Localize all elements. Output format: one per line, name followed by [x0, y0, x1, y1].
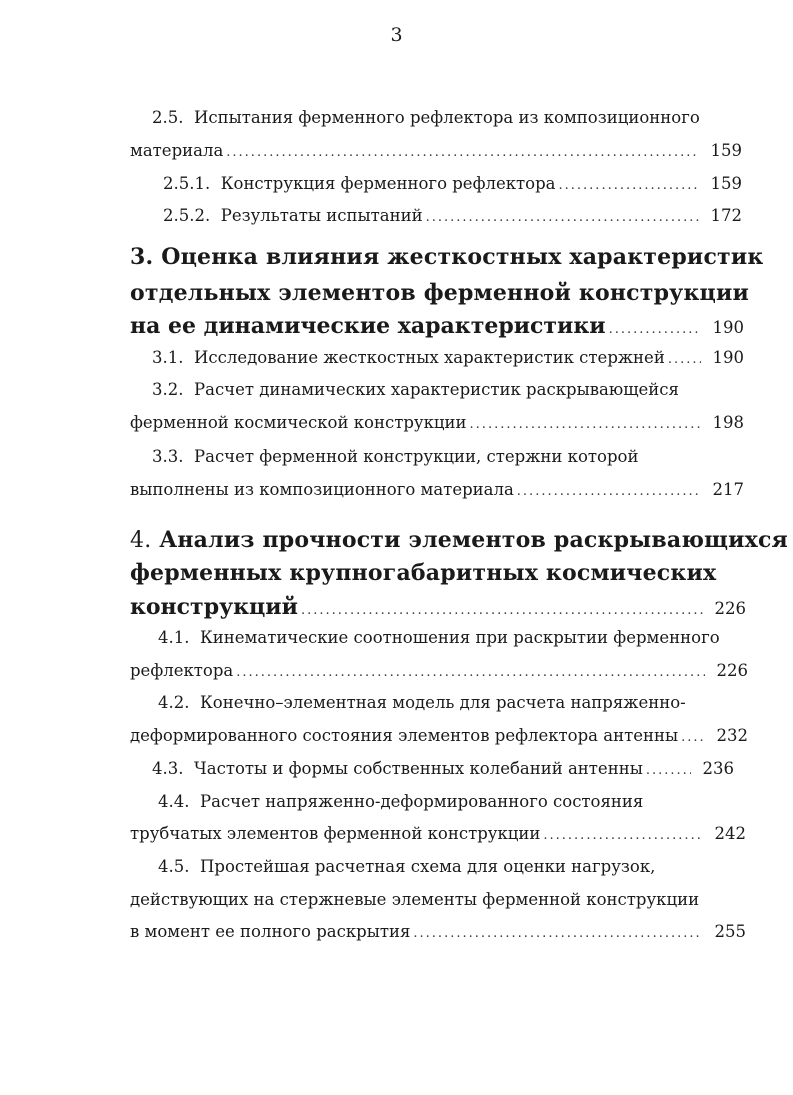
leader-dots	[609, 322, 701, 337]
chapter-3-line2: отдельных элементов ферменной конструкции	[130, 280, 750, 306]
toc-title: Простейшая расчетная схема для оценки нагрузок,	[200, 857, 656, 876]
toc-title: выполнены из композиционного материала	[130, 480, 514, 499]
toc-title: Исследование жесткостных характеристик стержней	[194, 348, 665, 367]
toc-entry-4-3	[152, 759, 734, 778]
toc-number: 4.3.	[152, 759, 184, 778]
toc-entry-4-5-line2: действующих на стержневые элементы ферменной конструкции	[130, 890, 700, 909]
toc-number: 3.1.	[152, 348, 184, 367]
chapter-4-line2: ферменных крупногабаритных космических	[130, 560, 717, 586]
toc-title: Расчет динамических характеристик раскрывающейся	[194, 380, 679, 399]
toc-number: 4.5.	[158, 857, 190, 876]
toc-entry-4-1-line1	[158, 628, 720, 647]
toc-entry-3-2-line1	[152, 380, 679, 399]
toc-entry-2-5-1	[163, 174, 742, 193]
leader-dots	[517, 484, 701, 499]
toc-number: 2.5.2.	[163, 206, 211, 225]
toc-title: трубчатых элементов ферменной конструкции	[130, 824, 541, 843]
chapter-title: на ее динамические характеристики	[130, 313, 606, 339]
leader-dots	[646, 763, 691, 778]
toc-title: Расчет ферменной конструкции, стержни которой	[194, 447, 639, 466]
toc-entry-3-3-line1	[152, 447, 638, 466]
chapter-number: 3.	[130, 244, 154, 270]
toc-title: материала	[130, 141, 224, 160]
toc-title: Испытания ферменного рефлектора из композиционного	[194, 108, 700, 127]
toc-entry-4-1-line2	[130, 661, 748, 680]
toc-entry-4-5-line1	[158, 857, 655, 876]
chapter-3-line1	[130, 244, 763, 270]
toc-entry-2-5-line2	[130, 141, 742, 160]
toc-title: Расчет напряженно-деформированного состояния	[200, 792, 644, 811]
toc-number: 3.3.	[152, 447, 184, 466]
toc-number: 4.1.	[158, 628, 190, 647]
chapter-title: конструкций	[130, 594, 298, 620]
toc-title: Результаты испытаний	[220, 206, 423, 225]
leader-dots	[301, 603, 703, 618]
chapter-title: Анализ прочности элементов раскрывающихся	[159, 527, 789, 553]
chapter-number: 4.	[130, 528, 152, 553]
chapter-4-line3	[130, 594, 746, 620]
leader-dots	[426, 210, 699, 225]
chapter-title: Оценка влияния жесткостных характеристик	[161, 244, 764, 270]
toc-entry-3-2-line2	[130, 413, 744, 432]
toc-page: 236	[702, 759, 734, 778]
toc-page: 198	[712, 413, 744, 432]
leader-dots	[543, 828, 702, 843]
toc-number: 2.5.	[152, 108, 184, 127]
toc-page: 190	[712, 348, 744, 367]
toc-title: Конечно–элементная модель для расчета напряженно-	[200, 693, 686, 712]
toc-entry-4-5-line3	[130, 922, 746, 941]
toc-entry-4-2-line1	[158, 693, 686, 712]
chapter-3-line3	[130, 313, 744, 339]
toc-title: Конструкция ферменного рефлектора	[220, 174, 556, 193]
leader-dots	[226, 145, 698, 160]
toc-entry-2-5-2	[163, 206, 742, 225]
toc-number: 4.2.	[158, 693, 190, 712]
toc-title: Кинематические соотношения при раскрытии ферменного	[200, 628, 720, 647]
toc-page: 172	[710, 206, 742, 225]
toc-page: 226	[714, 599, 746, 618]
leader-dots	[470, 417, 701, 432]
toc-page: 217	[712, 480, 744, 499]
toc-title: деформированного состояния элементов рефлектора антенны	[130, 726, 679, 745]
leader-dots	[236, 665, 704, 680]
toc-entry-4-4-line2	[130, 824, 746, 843]
toc-number: 2.5.1.	[163, 174, 211, 193]
toc-number: 4.4.	[158, 792, 190, 811]
leader-dots	[559, 178, 699, 193]
toc-title: в момент ее полного раскрытия	[130, 922, 411, 941]
leader-dots	[681, 730, 704, 745]
toc-entry-4-4-line1	[158, 792, 643, 811]
leader-dots	[413, 926, 702, 941]
toc-page: 159	[710, 174, 742, 193]
chapter-4-line1	[130, 527, 788, 553]
toc-title: рефлектора	[130, 661, 234, 680]
toc-page: 242	[714, 824, 746, 843]
toc-number: 3.2.	[152, 380, 184, 399]
leader-dots	[668, 352, 701, 367]
page-number: 3	[390, 24, 403, 46]
toc-entry-4-2-line2	[130, 726, 748, 745]
toc-page: 190	[712, 318, 744, 337]
toc-page: 232	[716, 726, 748, 745]
toc-entry-2-5-line1	[152, 108, 700, 127]
toc-page: 159	[710, 141, 742, 160]
toc-page: 226	[716, 661, 748, 680]
toc-title: ферменной космической конструкции	[130, 413, 467, 432]
toc-title: Частоты и формы собственных колебаний антенны	[194, 759, 643, 778]
toc-entry-3-3-line2	[130, 480, 744, 499]
toc-page: 255	[714, 922, 746, 941]
toc-entry-3-1	[152, 348, 744, 367]
